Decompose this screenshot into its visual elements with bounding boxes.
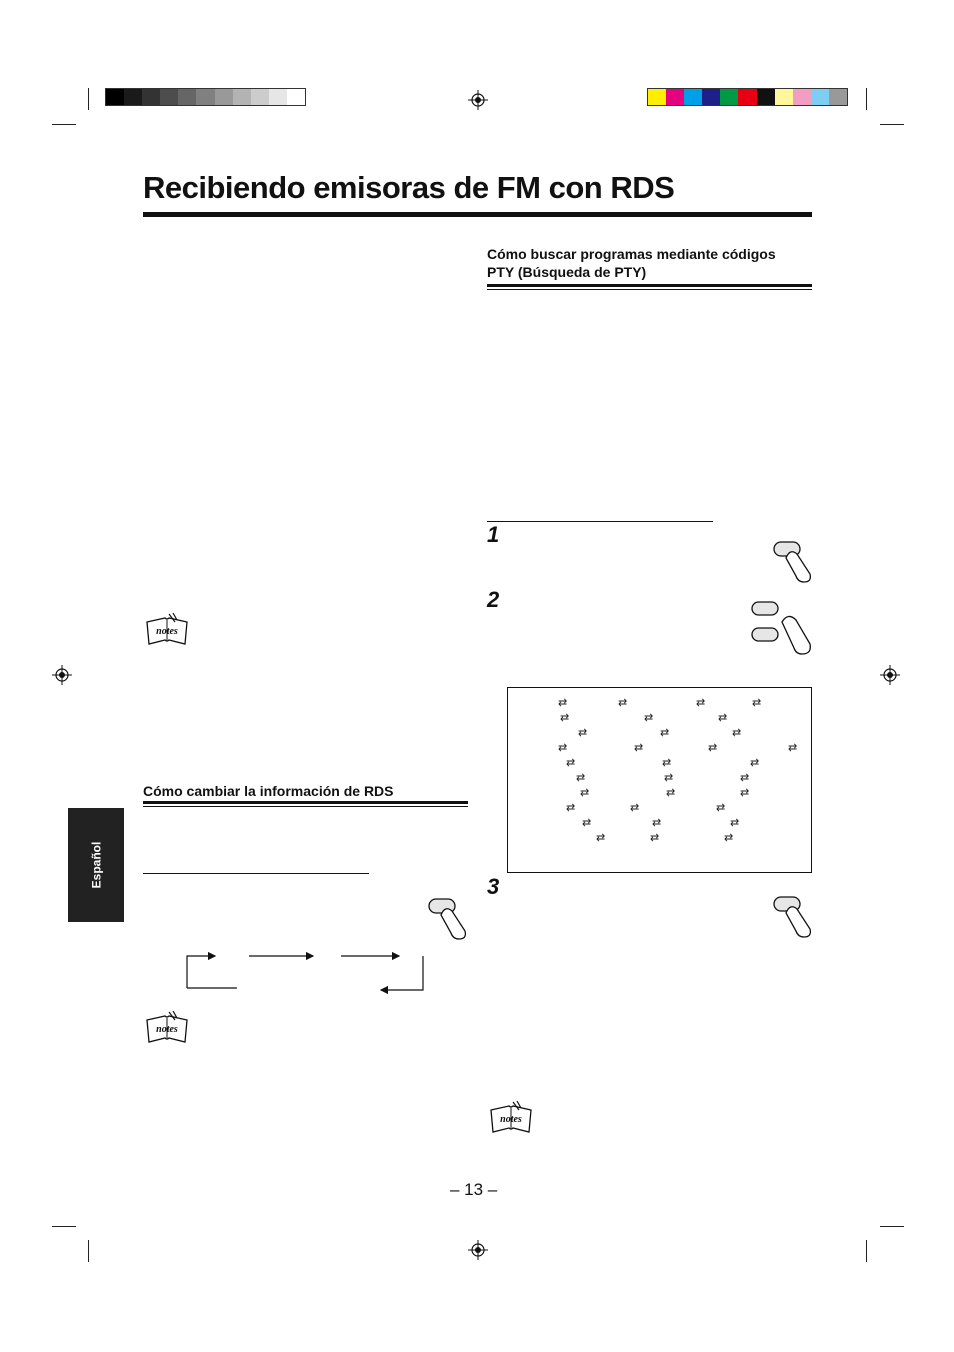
cycle-arrow-icon: ⇄ bbox=[752, 697, 762, 709]
cycle-arrow-icon: ⇄ bbox=[644, 712, 654, 724]
gray-swatch bbox=[233, 89, 251, 105]
gray-swatch bbox=[269, 89, 287, 105]
cycle-arrow-icon: ⇄ bbox=[558, 742, 568, 754]
crop-mark bbox=[866, 1240, 867, 1262]
gray-swatch bbox=[287, 89, 305, 105]
gray-swatch bbox=[160, 89, 178, 105]
procedure-rule bbox=[143, 873, 369, 874]
language-tab-label: Español bbox=[89, 841, 103, 889]
process-color-bar bbox=[647, 88, 848, 106]
cycle-arrow-icon: ⇄ bbox=[630, 802, 640, 814]
notes-icon bbox=[145, 612, 189, 653]
color-swatch bbox=[757, 89, 775, 105]
page-title: Recibiendo emisoras de FM con RDS bbox=[143, 170, 675, 205]
finger-button-icon bbox=[770, 540, 814, 589]
crop-mark bbox=[52, 1226, 76, 1227]
cycle-arrow-icon: ⇄ bbox=[582, 817, 592, 829]
gray-swatch bbox=[178, 89, 196, 105]
step-number: 1 bbox=[487, 522, 500, 547]
finger-button-icon bbox=[770, 895, 814, 944]
cycle-arrow-icon: ⇄ bbox=[662, 757, 672, 769]
cycle-arrow-icon: ⇄ bbox=[618, 697, 628, 709]
page-number: – 13 – bbox=[450, 1180, 498, 1199]
section-rule bbox=[143, 801, 468, 804]
cycle-arrow-icon: ⇄ bbox=[664, 772, 674, 784]
cycle-arrow-icon: ⇄ bbox=[708, 742, 718, 754]
color-swatch bbox=[648, 89, 666, 105]
cycle-arrow-icon: ⇄ bbox=[724, 832, 734, 844]
color-swatch bbox=[738, 89, 756, 105]
color-swatch bbox=[811, 89, 829, 105]
gray-swatch bbox=[124, 89, 142, 105]
language-tab bbox=[68, 808, 124, 922]
gray-swatch bbox=[196, 89, 214, 105]
cycle-arrow-icon: ⇄ bbox=[750, 757, 760, 769]
crop-mark bbox=[880, 124, 904, 125]
crop-mark bbox=[880, 1226, 904, 1227]
color-swatch bbox=[720, 89, 738, 105]
color-swatch bbox=[702, 89, 720, 105]
color-swatch bbox=[793, 89, 811, 105]
change-rds-heading: Cómo cambiar la información de RDS bbox=[143, 783, 394, 799]
crop-mark bbox=[88, 1240, 89, 1262]
cycle-arrow-icon: ⇄ bbox=[566, 757, 576, 769]
gray-swatch bbox=[142, 89, 160, 105]
cycle-arrow-icon: ⇄ bbox=[560, 712, 570, 724]
registration-mark-icon bbox=[52, 665, 72, 685]
color-swatch bbox=[684, 89, 702, 105]
cycle-arrow-icon: ⇄ bbox=[652, 817, 662, 829]
cycle-arrow-icon: ⇄ bbox=[740, 772, 750, 784]
gray-swatch bbox=[251, 89, 269, 105]
registration-mark-icon bbox=[468, 90, 488, 110]
svg-text:notes: notes bbox=[156, 1024, 178, 1035]
finger-button-icon bbox=[748, 600, 814, 661]
gray-swatch bbox=[215, 89, 233, 105]
crop-mark bbox=[52, 124, 76, 125]
svg-text:notes: notes bbox=[156, 626, 178, 637]
grayscale-color-bar bbox=[105, 88, 306, 106]
registration-mark-icon bbox=[880, 665, 900, 685]
cycle-arrow-icon: ⇄ bbox=[650, 832, 660, 844]
step-number: 2 bbox=[487, 587, 500, 612]
cycle-arrow-icon: ⇄ bbox=[566, 802, 576, 814]
cycle-arrow-icon: ⇄ bbox=[576, 772, 586, 784]
color-swatch bbox=[829, 89, 847, 105]
color-swatch bbox=[775, 89, 793, 105]
cycle-arrow-icon: ⇄ bbox=[716, 802, 726, 814]
color-swatch bbox=[666, 89, 684, 105]
cycle-arrow-icon: ⇄ bbox=[660, 727, 670, 739]
cycle-arrow-icon: ⇄ bbox=[578, 727, 588, 739]
cycle-arrow-icon: ⇄ bbox=[730, 817, 740, 829]
rds-display-cycle-diagram bbox=[185, 948, 427, 999]
registration-mark-icon bbox=[468, 1240, 488, 1260]
crop-mark bbox=[866, 88, 867, 110]
cycle-arrow-icon: ⇄ bbox=[666, 787, 676, 799]
crop-mark bbox=[88, 88, 89, 110]
cycle-arrow-icon: ⇄ bbox=[718, 712, 728, 724]
cycle-arrow-icon: ⇄ bbox=[740, 787, 750, 799]
cycle-arrow-icon: ⇄ bbox=[634, 742, 644, 754]
cycle-arrow-icon: ⇄ bbox=[788, 742, 798, 754]
pty-sequence-diagram bbox=[507, 687, 812, 873]
cycle-arrow-icon: ⇄ bbox=[696, 697, 706, 709]
cycle-arrow-icon: ⇄ bbox=[580, 787, 590, 799]
cycle-arrow-icon: ⇄ bbox=[596, 832, 606, 844]
section-rule bbox=[487, 289, 812, 290]
pty-search-heading: Cómo buscar programas mediante códigos PTY (Búsqueda de PTY) bbox=[487, 246, 776, 280]
notes-icon bbox=[145, 1010, 189, 1051]
procedure-rule bbox=[487, 521, 713, 522]
gray-swatch bbox=[106, 89, 124, 105]
cycle-arrow-icon: ⇄ bbox=[732, 727, 742, 739]
finger-button-icon bbox=[425, 897, 469, 946]
section-rule bbox=[143, 806, 468, 807]
title-rule bbox=[143, 212, 812, 217]
svg-text:notes: notes bbox=[500, 1114, 522, 1125]
cycle-arrow-icon: ⇄ bbox=[558, 697, 568, 709]
notes-icon bbox=[489, 1100, 533, 1141]
step-number: 3 bbox=[487, 874, 500, 899]
section-rule bbox=[487, 284, 812, 287]
